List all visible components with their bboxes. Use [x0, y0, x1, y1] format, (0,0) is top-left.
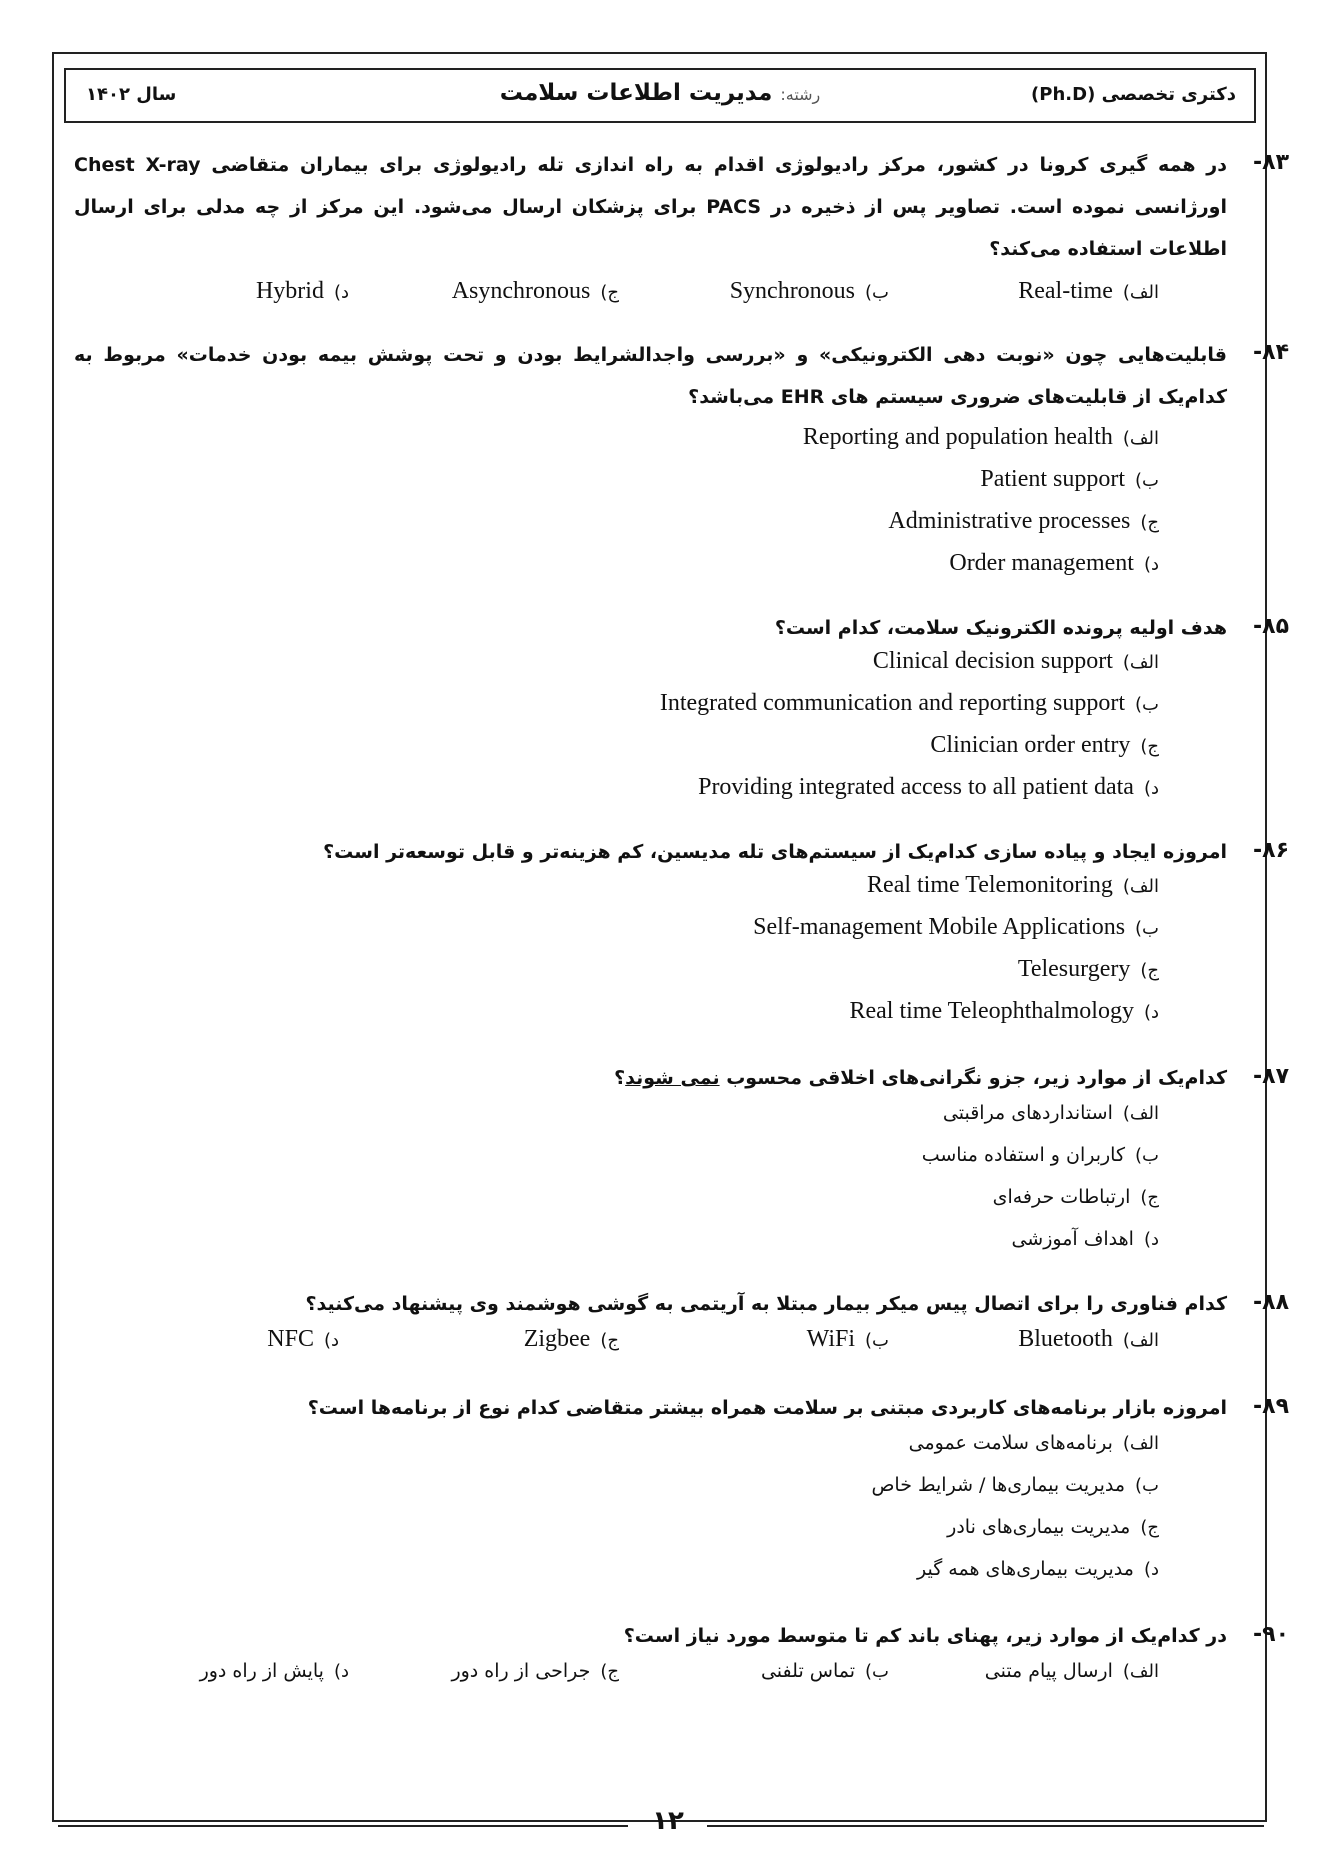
footer-rule-left [58, 1825, 628, 1827]
question-number: ۸۳- [1253, 150, 1289, 175]
option-c[interactable]: ج)جراحی از راه دور [451, 1660, 619, 1682]
exam-header [64, 68, 1256, 123]
option-d[interactable]: د)NFC [267, 1326, 339, 1352]
options-row [0, 1658, 1319, 1694]
question-number: ۸۷- [1253, 1064, 1289, 1089]
negation-underline: نمی شوند [625, 1067, 720, 1089]
option-c[interactable]: ج)Telesurgery [1017, 956, 1159, 982]
option-c[interactable]: ج)Clinician order entry [930, 732, 1159, 758]
question-text: امروزه بازار برنامه‌های کاربردی مبتنی بر سلامت همراه بیشتر متقاضی کدام نوع از برنامه‌ها است؟ [307, 1397, 1227, 1419]
question-text: کدام‌یک از موارد زیر، جزو نگرانی‌های اخلاقی محسوب نمی شوند؟ [614, 1067, 1227, 1089]
option-a[interactable]: الف)استانداردهای مراقبتی [942, 1102, 1159, 1124]
degree-label: دکتری تخصصی (Ph.D) [1031, 84, 1236, 105]
option-d[interactable]: د)اهداف آموزشی [1011, 1228, 1159, 1250]
option-a[interactable]: الف)برنامه‌های سلامت عمومی [908, 1432, 1159, 1454]
question-text: هدف اولیه پرونده الکترونیک سلامت، کدام است؟ [774, 617, 1227, 639]
option-d[interactable]: د)مدیریت بیماری‌های همه گیر [916, 1558, 1159, 1580]
option-a[interactable]: الف)Real-time [1018, 278, 1159, 304]
option-b[interactable]: ب)Self-management Mobile Applications [753, 914, 1159, 940]
option-c[interactable]: ج)مدیریت بیماری‌های نادر [947, 1516, 1159, 1538]
option-c[interactable]: ج)Asynchronous [451, 278, 619, 304]
option-a[interactable]: الف)Real time Telemonitoring [867, 872, 1159, 898]
question-number: ۹۰- [1253, 1622, 1289, 1647]
question-text: در همه گیری کرونا در کشور، مرکز رادیولوژی اقدام به راه اندازی تله رادیولوژی برای بیماران متقاضی Chest X-ray اورژانسی نموده است. تصاویر پس از ذخیره در PACS برای پزشکان ارسال می‌شود. این مرکز از چه مدلی برای ارسال اطلاعات استفاده می‌کند؟ [74, 154, 1227, 260]
page-footer [0, 1806, 1319, 1846]
field-title [66, 80, 1254, 106]
question-text: کدام فناوری را برای اتصال پیس میکر بیمار مبتلا به آریتمی به گوشی هوشمند وی پیشنهاد می‌کنید؟ [305, 1293, 1227, 1315]
option-d[interactable]: د)پایش از راه دور [199, 1660, 349, 1682]
option-b[interactable]: ب)تماس تلفنی [760, 1660, 889, 1682]
option-b[interactable]: ب)Synchronous [729, 278, 889, 304]
option-d[interactable]: د)Order management [949, 550, 1159, 576]
page-number: ۱۲ [652, 1806, 684, 1836]
question-number: ۸۴- [1253, 340, 1289, 365]
question-number: ۸۶- [1253, 838, 1289, 863]
option-a[interactable]: الف)Bluetooth [1018, 1326, 1159, 1352]
footer-rule-right [707, 1825, 1264, 1827]
option-a[interactable]: الف)Reporting and population health [802, 424, 1159, 450]
option-b[interactable]: ب)کاربران و استفاده مناسب [921, 1144, 1159, 1166]
option-d[interactable]: د)Hybrid [255, 278, 349, 304]
question-number: ۸۸- [1253, 1290, 1289, 1315]
option-d[interactable]: د)Providing integrated access to all patient data [698, 774, 1159, 800]
option-d[interactable]: د)Real time Teleophthalmology [849, 998, 1159, 1024]
option-a[interactable]: الف)ارسال پیام متنی [984, 1660, 1159, 1682]
option-b[interactable]: ب)Patient support [980, 466, 1159, 492]
options-row [0, 278, 1319, 314]
options-row [0, 1326, 1319, 1362]
question-text: قابلیت‌هایی چون «نوبت دهی الکترونیکی» و «بررسی واجدالشرایط بودن و تحت پوشش بیمه بودن خدمات» مربوط به کدام‌یک از قابلیت‌های ضروری سیستم های EHR می‌باشد؟ [74, 344, 1227, 408]
option-a[interactable]: الف)Clinical decision support [872, 648, 1159, 674]
option-c[interactable]: ج)Administrative processes [888, 508, 1159, 534]
option-b[interactable]: ب)مدیریت بیماری‌ها / شرایط خاص [871, 1474, 1159, 1496]
question-number: ۸۵- [1253, 614, 1289, 639]
exam-year: سال ۱۴۰۲ [86, 84, 177, 105]
field-name: مدیریت اطلاعات سلامت [499, 80, 773, 106]
option-c[interactable]: ج)ارتباطات حرفه‌ای [992, 1186, 1159, 1208]
option-b[interactable]: ب)WiFi [806, 1326, 889, 1352]
field-label: رشته: [780, 85, 821, 104]
question-text: در کدام‌یک از موارد زیر، پهنای باند کم تا متوسط مورد نیاز است؟ [623, 1625, 1227, 1647]
option-b[interactable]: ب)Integrated communication and reporting support [659, 690, 1159, 716]
option-c[interactable]: ج)Zigbee [523, 1326, 619, 1352]
question-text: امروزه ایجاد و پیاده سازی کدام‌یک از سیستم‌های تله مدیسین، کم هزینه‌تر و قابل توسعه‌تر است؟ [323, 841, 1227, 863]
question-number: ۸۹- [1253, 1394, 1289, 1419]
